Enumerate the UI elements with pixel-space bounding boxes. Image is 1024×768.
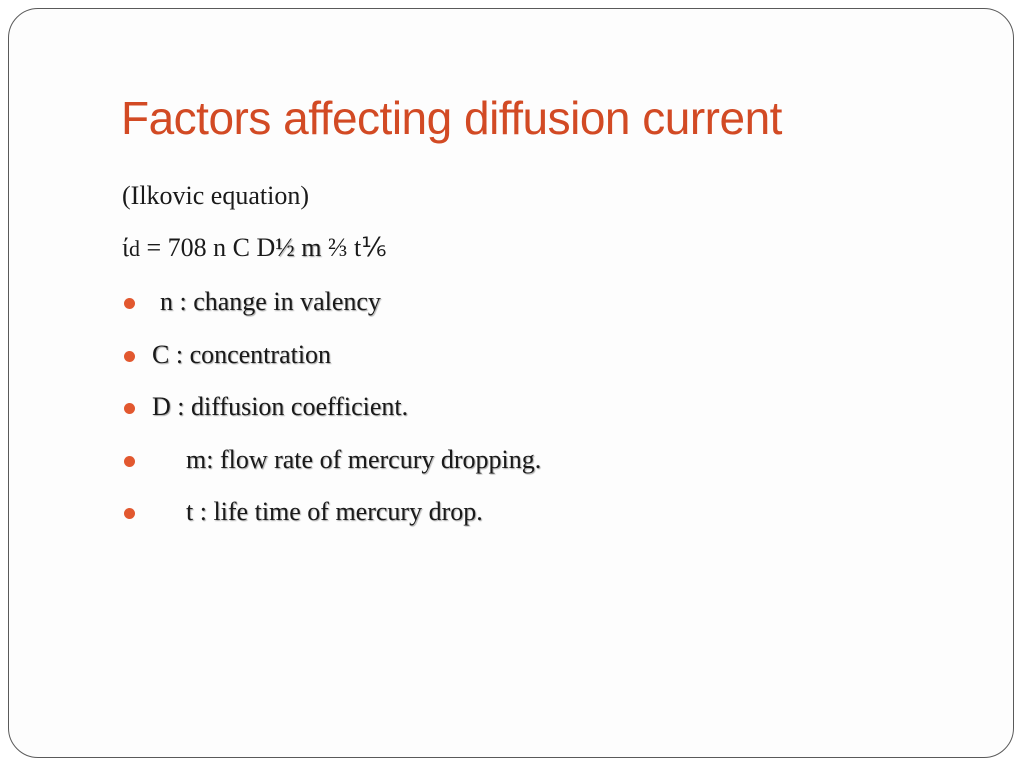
bullet-text: C : concentration	[152, 339, 332, 369]
slide-frame	[8, 8, 1014, 758]
equation-two-thirds: ⅔	[321, 233, 348, 262]
equation-caption: (Ilkovic equation)	[122, 181, 309, 210]
equation-current-symbol: ί	[122, 233, 129, 262]
equation-half-m: ½ m	[275, 233, 322, 262]
slide-title: Factors affecting diffusion current	[121, 92, 782, 144]
equation-t: t	[347, 233, 362, 262]
equation-subscript-d: d	[129, 236, 140, 261]
bullet-icon	[124, 351, 135, 362]
ilkovic-equation	[122, 233, 386, 263]
bullet-text: D : diffusion coefficient.	[152, 392, 409, 421]
equation-rhs: = 708 n C D	[140, 233, 276, 262]
bullet-icon	[124, 403, 135, 414]
bullet-icon	[124, 456, 135, 467]
bullet-text: t : life time of mercury drop.	[186, 497, 483, 526]
bullet-icon	[124, 298, 135, 309]
bullet-icon	[124, 508, 135, 519]
equation-one-sixth: ⅙	[361, 233, 387, 262]
bullet-text: n : change in valency	[160, 287, 381, 316]
bullet-text: m: flow rate of mercury dropping.	[186, 444, 542, 474]
